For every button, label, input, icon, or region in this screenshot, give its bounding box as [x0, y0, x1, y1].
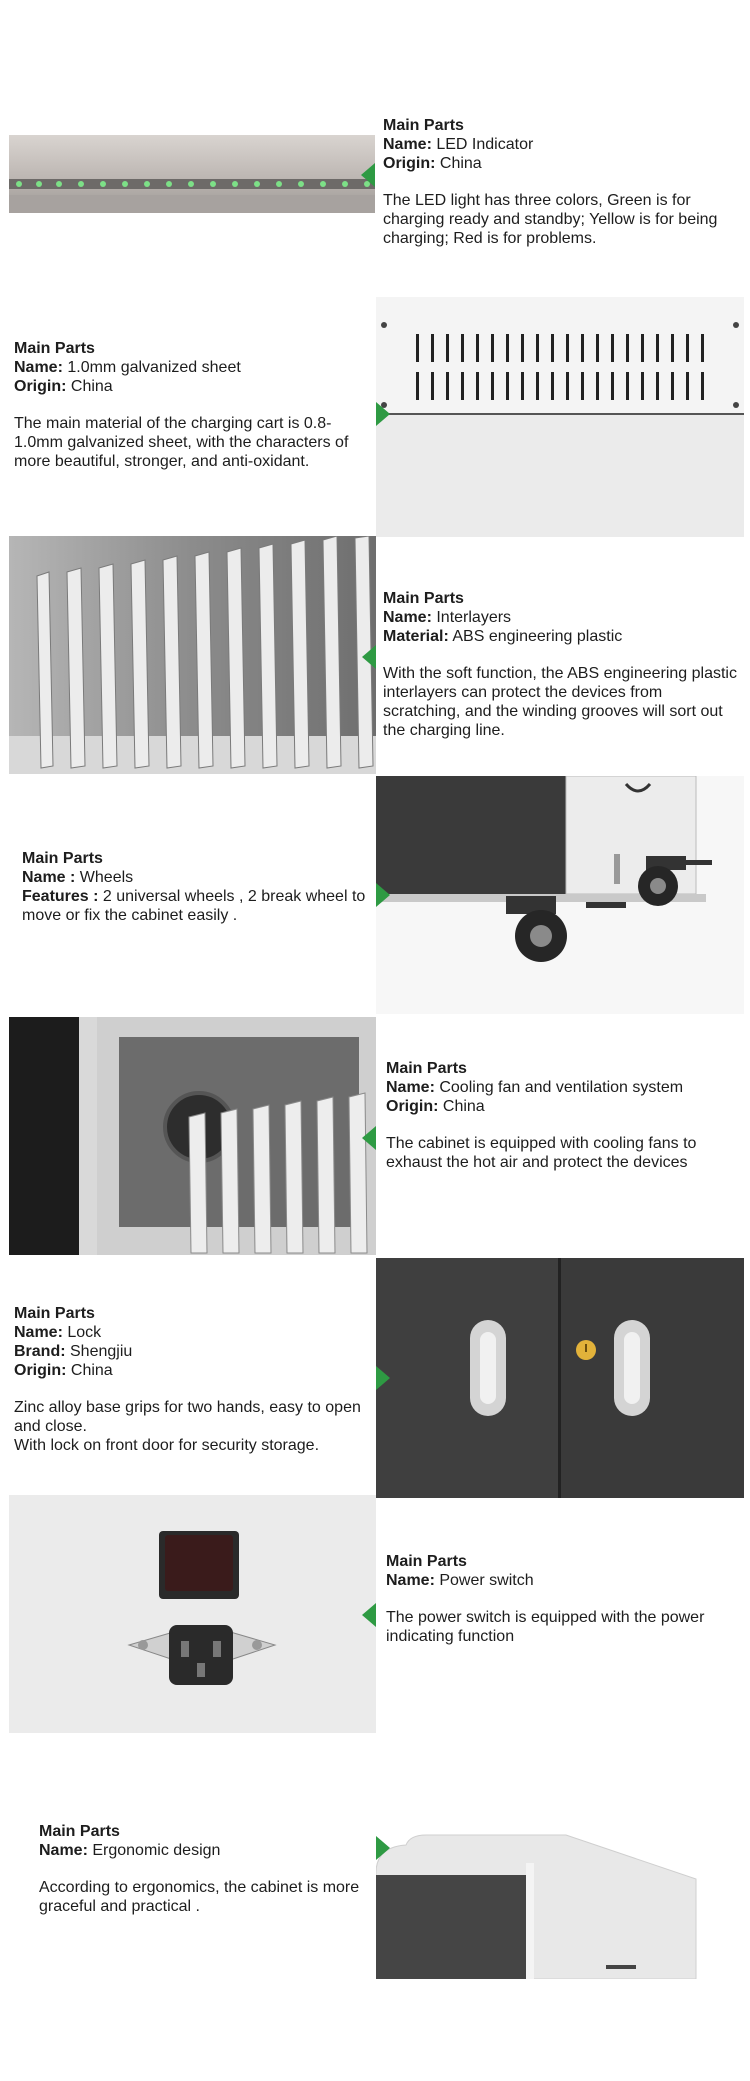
pointer-arrow-icon: [362, 1126, 376, 1150]
part-origin: China: [66, 378, 113, 395]
section-heading: Main Parts: [14, 1305, 95, 1322]
part-name: Power switch: [434, 1572, 534, 1589]
pointer-arrow-icon: [376, 883, 390, 907]
section-heading: Main Parts: [383, 590, 464, 607]
part-origin: China: [438, 1098, 485, 1115]
part-origin: China: [66, 1362, 113, 1379]
cooling-fan-image: [9, 1017, 376, 1255]
section-ergonomic-text: Main Parts Name: Ergonomic design According to ergonomics, the cabinet is more graceful and practical .: [39, 1822, 379, 1916]
section-heading: Main Parts: [386, 1553, 467, 1570]
led-strip-image: [9, 135, 375, 213]
part-description: The power switch is equipped with the power indicating function: [386, 1609, 705, 1645]
pointer-arrow-icon: [362, 1603, 376, 1627]
pointer-arrow-icon: [362, 645, 376, 669]
part-description: The LED light has three colors, Green is for charging ready and standby; Yellow is for being charging; Red is for problems.: [383, 192, 718, 247]
part-name: Wheels: [75, 869, 134, 886]
section-led-text: Main Parts Name: LED Indicator Origin: China The LED light has three colors, Green is for charging ready and standby; Yellow is for being charging; Red is for problems.: [383, 116, 723, 248]
pointer-arrow-icon: [376, 1366, 390, 1390]
cabinet-corner-image: [376, 1833, 744, 1979]
power-switch-image: [9, 1495, 376, 1733]
part-material: ABS engineering plastic: [448, 628, 623, 645]
part-description: Zinc alloy base grips for two hands, easy to open and close.: [14, 1399, 361, 1435]
section-heading: Main Parts: [39, 1823, 120, 1840]
part-name: 1.0mm galvanized sheet: [62, 359, 241, 376]
part-description: With the soft function, the ABS engineering plastic interlayers can protect the devices from scratching, and the winding grooves will sort out the charging line.: [383, 665, 737, 739]
part-features: 2 universal wheels , 2 break wheel to move or fix the cabinet easily .: [22, 888, 366, 924]
vented-panel-image: [376, 297, 744, 537]
section-heading: Main Parts: [22, 850, 103, 867]
part-name: Lock: [62, 1324, 102, 1341]
section-sheet-text: Main Parts Name: 1.0mm galvanized sheet Origin: China The main material of the charging cart is 0.8-1.0mm galvanized sheet, with the characters of more beautiful, stronger, and anti-oxidant.: [14, 339, 376, 471]
section-heading: Main Parts: [14, 340, 95, 357]
part-description: According to ergonomics, the cabinet is more graceful and practical .: [39, 1879, 360, 1915]
interlayers-image: [9, 536, 376, 774]
part-brand: Shengjiu: [65, 1343, 133, 1360]
pointer-arrow-icon: [361, 163, 375, 187]
part-name: Cooling fan and ventilation system: [434, 1079, 684, 1096]
section-lock-text: Main Parts Name: Lock Brand: Shengjiu Origin: China Zinc alloy base grips for two hands, easy to open and close. With lock on front door for security storage.: [14, 1304, 376, 1455]
part-name: LED Indicator: [431, 136, 534, 153]
section-power-text: Main Parts Name: Power switch The power switch is equipped with the power indicating function: [386, 1552, 738, 1646]
lock-doors-image: [376, 1258, 744, 1498]
section-cooling-text: Main Parts Name: Cooling fan and ventilation system Origin: China The cabinet is equipped with cooling fans to exhaust the hot air and protect the devices: [386, 1059, 741, 1172]
pointer-arrow-icon: [376, 1836, 390, 1860]
section-wheels-text: Main Parts Name : Wheels Features : 2 universal wheels , 2 break wheel to move or fix the cabinet easily .: [22, 849, 372, 925]
section-heading: Main Parts: [383, 117, 464, 134]
part-description-extra: With lock on front door for security storage.: [14, 1437, 320, 1454]
section-interlayers-text: Main Parts Name: Interlayers Material: ABS engineering plastic With the soft function, the ABS engineering plastic interlayers can protect the devices from scratching, and the winding grooves will sort out the charging line.: [383, 589, 743, 740]
pointer-arrow-icon: [376, 402, 390, 426]
wheels-image: [376, 776, 744, 1014]
part-description: The main material of the charging cart is 0.8-1.0mm galvanized sheet, with the characters of more beautiful, stronger, and anti-oxidant.: [14, 415, 349, 470]
part-name: Ergonomic design: [87, 1842, 221, 1859]
section-heading: Main Parts: [386, 1060, 467, 1077]
part-origin: China: [435, 155, 482, 172]
part-description: The cabinet is equipped with cooling fans to exhaust the hot air and protect the devices: [386, 1135, 697, 1171]
part-name: Interlayers: [431, 609, 512, 626]
